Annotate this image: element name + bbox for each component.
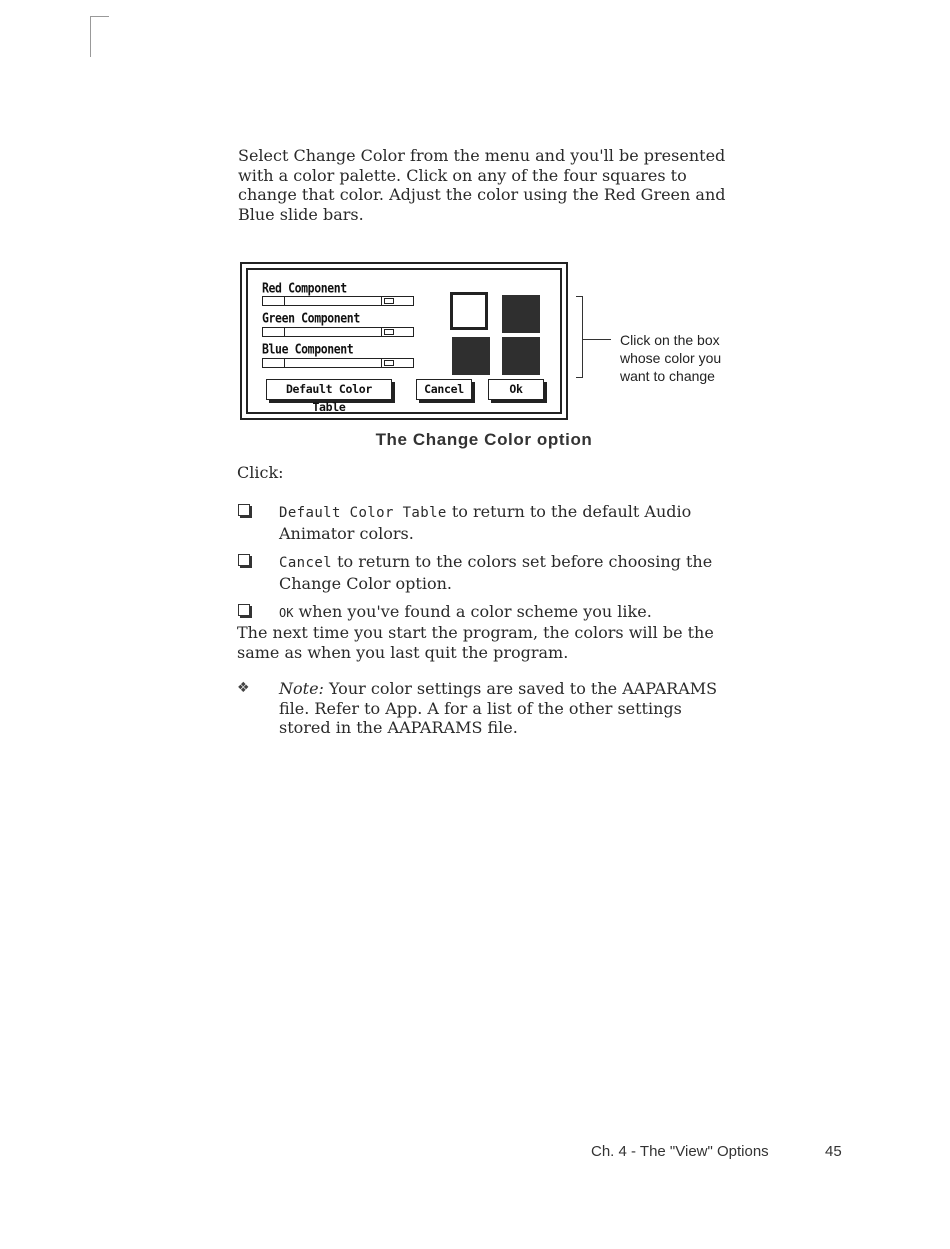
red-slider[interactable] — [262, 296, 414, 306]
blue-component-label: Blue Component — [262, 341, 354, 358]
blue-slider-thumb[interactable] — [384, 360, 394, 366]
ok-button[interactable]: Ok — [488, 379, 544, 400]
note-block — [237, 679, 737, 738]
checkbox-icon — [238, 504, 250, 516]
list-item — [237, 502, 737, 543]
checkbox-icon — [238, 604, 250, 616]
red-component-label: Red Component — [262, 280, 347, 297]
color-swatch-2[interactable] — [502, 295, 540, 333]
intro-paragraph: Select Change Color from the menu and you'll be presented with a color palette. Click on any of the four squares to change that color. Adjust the color using the Red Green and Blue slide bars. — [238, 146, 726, 224]
green-component-label: Green Component — [262, 310, 360, 327]
color-swatch-4[interactable] — [502, 337, 540, 375]
green-slider[interactable] — [262, 327, 414, 337]
list-item — [237, 552, 737, 593]
color-swatch-1[interactable] — [450, 292, 488, 330]
callout-line — [583, 339, 611, 340]
item-code: OK — [279, 606, 294, 620]
red-slider-thumb[interactable] — [384, 298, 394, 304]
cancel-button[interactable]: Cancel — [416, 379, 472, 400]
crop-mark — [90, 16, 109, 57]
blue-slider[interactable] — [262, 358, 414, 368]
green-slider-left-arrow[interactable] — [263, 328, 285, 336]
blue-slider-left-arrow[interactable] — [263, 359, 285, 367]
footer-chapter-title: Ch. 4 - The "View" Options — [591, 1143, 769, 1160]
change-color-dialog — [240, 262, 568, 420]
item-code: Cancel — [279, 555, 332, 571]
checkbox-icon — [238, 554, 250, 566]
default-color-table-button[interactable]: Default Color Table — [266, 379, 392, 400]
note-label: Note: — [279, 679, 324, 698]
note-text: Your color settings are saved to the AAPARAMS file. Refer to App. A for a list of the other settings stored in the AAPARAMS file. — [279, 679, 718, 737]
next-time-paragraph: The next time you start the program, the colors will be the same as when you last quit the program. — [237, 623, 714, 662]
item-text: to return to the default Audio Animator colors. — [279, 502, 692, 543]
item-code: Default Color Table — [279, 505, 447, 521]
callout-text: Click on the box whose color you want to change — [620, 332, 722, 384]
color-swatch-3[interactable] — [452, 337, 490, 375]
option-list — [237, 502, 737, 633]
red-slider-left-arrow[interactable] — [263, 297, 285, 305]
list-item — [237, 602, 737, 624]
item-text: to return to the colors set before choosing the Change Color option. — [279, 552, 713, 593]
item-text: when you've found a color scheme you like. — [293, 602, 652, 621]
green-slider-thumb[interactable] — [384, 329, 394, 335]
figure-caption: The Change Color option — [375, 430, 593, 449]
diamond-bullet-icon: ❖ — [237, 680, 250, 696]
page-number: 45 — [825, 1143, 842, 1160]
callout-bracket — [576, 296, 583, 378]
click-label: Click: — [237, 463, 284, 482]
